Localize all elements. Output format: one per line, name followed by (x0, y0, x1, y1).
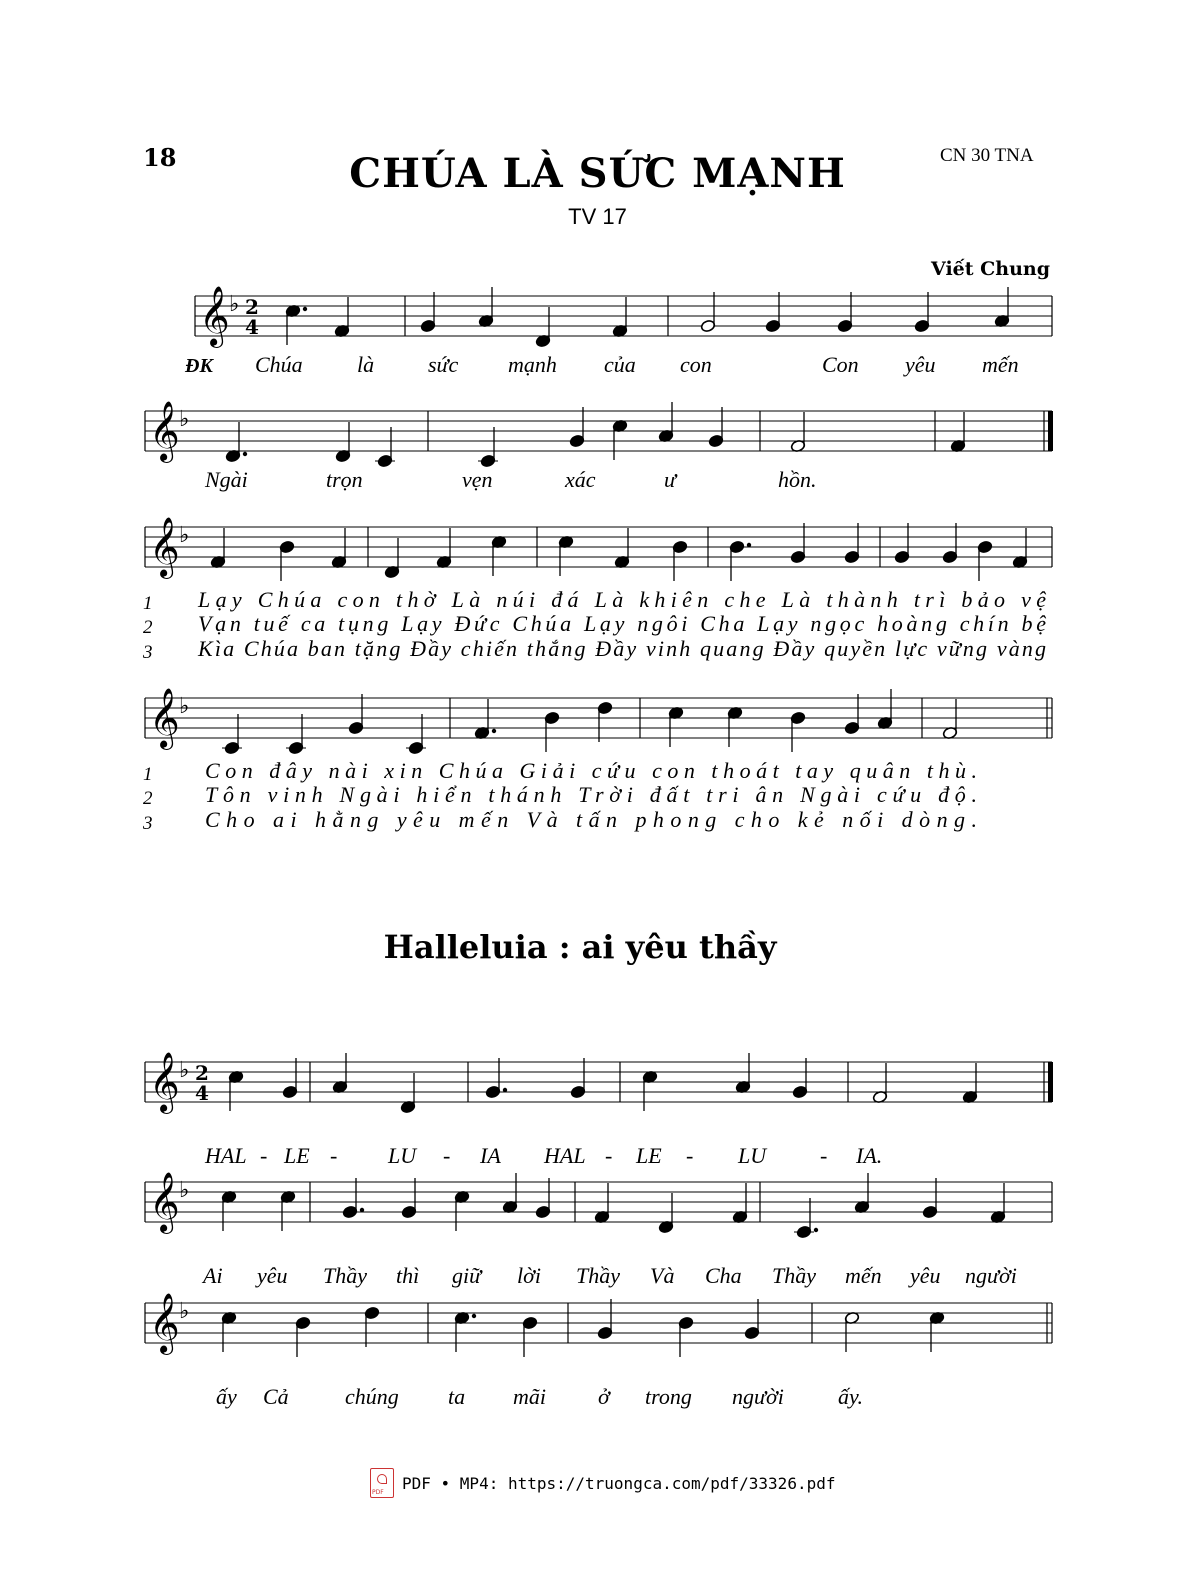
lyric-word: Thầy (576, 1263, 620, 1288)
footer-text: PDF • MP4: https://truongca.com/pdf/33326.pdf (402, 1473, 836, 1493)
lyric-word: vẹn (462, 467, 493, 492)
verse-number: 3 (143, 642, 153, 663)
song1-subtitle: TV 17 (568, 204, 627, 229)
refrain-label: ĐK (185, 355, 213, 377)
lyric-word: yêu (905, 352, 936, 377)
note-dot (303, 307, 307, 311)
time-signature-bottom: 4 (195, 1081, 209, 1105)
treble-clef: 𝄞 (149, 401, 180, 461)
lyric-word: thì (396, 1263, 420, 1288)
lyric-word: ư (664, 467, 676, 492)
treble-clef: 𝄞 (149, 1293, 180, 1353)
lyric-word: IA (480, 1143, 501, 1168)
final-barline-thick (1048, 1062, 1053, 1102)
flat-key-signature: ♭ (179, 694, 190, 719)
note-dot (492, 729, 496, 733)
lyric-word: là (357, 352, 375, 377)
lyric-word: hồn. (778, 467, 817, 492)
time-signature-top: 2 (195, 1061, 209, 1085)
lyric-word: trọn (326, 467, 363, 492)
lyric-word: Thầy (772, 1263, 816, 1288)
flat-key-signature: ♭ (179, 1299, 190, 1324)
flat-key-signature: ♭ (179, 1178, 190, 1203)
lyric-word: - (330, 1143, 338, 1168)
verse-lyric: Lạy Chúa con thờ Là núi đá Là khiên che Là thành trì bảo vệ (198, 587, 1046, 612)
lyric-word: mến (982, 352, 1019, 377)
lyric-word: Chúa (255, 352, 303, 377)
lyric-word: ở (598, 1384, 610, 1409)
lyric-word: IA. (856, 1143, 883, 1168)
verse-number: 1 (143, 593, 153, 614)
verse-number: 3 (143, 813, 153, 834)
verse-lyric: Tôn vinh Ngài hiển thánh Trời đất tri ân Ngài cứu độ. (205, 782, 977, 807)
lyric-word: ta (448, 1384, 466, 1409)
lyrics (142, 352, 1046, 1409)
lyric-word: HAL (544, 1143, 586, 1168)
time-signature-top: 2 (245, 295, 259, 319)
note-dot (243, 452, 247, 456)
lyric-word: yêu (910, 1263, 941, 1288)
lyric-word: xác (565, 467, 596, 492)
flat-key-signature: ♭ (179, 1058, 190, 1083)
page-number: 18 (143, 143, 177, 172)
treble-clef: 𝄞 (149, 688, 180, 748)
final-barline-thick (1048, 411, 1053, 451)
verse-number: 1 (143, 764, 153, 785)
lyric-word: con (680, 352, 712, 377)
lyric-word: lời (517, 1263, 541, 1288)
verse-lyric: Cho ai hằng yêu mến Và tấn phong cho kẻ nối dòng. (205, 807, 977, 832)
verse-lyric: Con đây nài xin Chúa Giải cứu con thoát tay quân thù. (205, 758, 977, 783)
lyric-word: giữ (452, 1263, 482, 1288)
note-dot (503, 1088, 507, 1092)
lyric-word: LE (284, 1143, 310, 1168)
lyric-word: Ngài (205, 467, 248, 492)
song1-title: CHÚA LÀ SỨC MẠNH (349, 150, 846, 197)
treble-clef: 𝄞 (199, 286, 230, 346)
lyric-word: Và (650, 1263, 675, 1288)
verse-number: 2 (143, 788, 153, 809)
verse-lyric: Kìa Chúa ban tặng Đầy chiến thắng Đầy vinh quang Đầy quyền lực vững vàng (198, 636, 1046, 661)
flat-key-signature: ♭ (179, 407, 190, 432)
lyric-word: Ai (203, 1263, 223, 1288)
lyric-word: mạnh (508, 352, 557, 377)
treble-clef: 𝄞 (149, 517, 180, 577)
note-dot (360, 1208, 364, 1212)
lyric-word: - (260, 1143, 268, 1168)
footer-link[interactable] (370, 1468, 835, 1498)
lyric-word: yêu (257, 1263, 288, 1288)
lyric-word: sức (428, 352, 459, 377)
lyric-word: LE (636, 1143, 662, 1168)
lyric-word: mãi (513, 1384, 546, 1409)
lyric-word: - (686, 1143, 694, 1168)
lyric-word: Cha (705, 1263, 742, 1288)
song-code: CN 30 TNA (940, 145, 1034, 166)
note-dot (814, 1228, 818, 1232)
note-dot (472, 1314, 476, 1318)
lyric-word: Thầy (323, 1263, 367, 1288)
lyric-word: ấy (216, 1384, 237, 1409)
verse-lyric: Vạn tuế ca tụng Lạy Đức Chúa Lạy ngôi Cha Lạy ngọc hoàng chín bệ (198, 611, 1046, 636)
note-dot (747, 543, 751, 547)
flat-key-signature: ♭ (179, 523, 190, 548)
composer: Viết Chung (931, 258, 1050, 280)
treble-clef: 𝄞 (149, 1172, 180, 1232)
lyric-word: của (604, 352, 636, 377)
lyric-word: trong (645, 1384, 692, 1409)
lyric-word: ấy. (838, 1384, 864, 1409)
lyric-word: mến (845, 1263, 882, 1288)
lyric-word: Cả (263, 1384, 289, 1409)
pdf-icon (370, 1468, 394, 1498)
time-signature-bottom: 4 (245, 315, 259, 339)
verse-number: 2 (143, 617, 153, 638)
lyric-word: - (605, 1143, 613, 1168)
treble-clef: 𝄞 (149, 1052, 180, 1112)
lyric-word: người (965, 1263, 1017, 1288)
flat-key-signature: ♭ (229, 292, 240, 317)
song2-title: Halleluia : ai yêu thầy (383, 928, 777, 966)
lyric-word: - (820, 1143, 828, 1168)
lyric-word: LU (738, 1143, 767, 1168)
lyric-word: LU (388, 1143, 417, 1168)
lyric-word: HAL (205, 1143, 247, 1168)
lyric-word: người (732, 1384, 784, 1409)
lyric-word: - (443, 1143, 451, 1168)
lyric-word: Con (822, 352, 859, 377)
lyric-word: chúng (345, 1384, 399, 1409)
